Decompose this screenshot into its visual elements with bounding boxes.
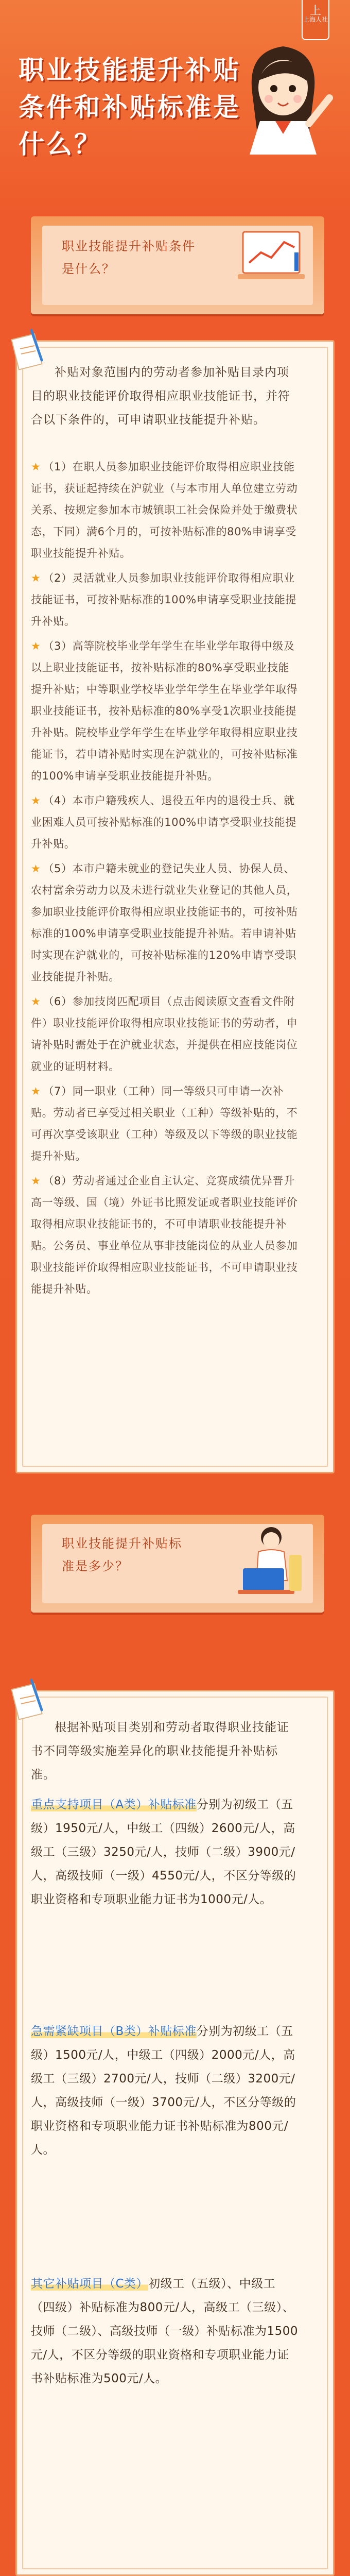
- standard-c-label: 其它补贴项目（C类）: [31, 2277, 149, 2291]
- star-icon: ★: [31, 461, 41, 473]
- standard-b: 急需紧缺项目（B类）补贴标准分别为初级工（五级）1500元/人，中级工（四级）2000元/人，高级工（三级）2700元/人，技师（二级）3200元/人，高级技师（一级）3700元/人，不区分等级的职业资格和专项职业能力证书补贴标准为800元/人。: [31, 2025, 296, 2157]
- header: [0, 0, 350, 319]
- question-panel-1: [31, 216, 324, 314]
- star-icon: ★: [31, 1085, 41, 1097]
- condition-item: ★ （8）劳动者通过企业自主认定、竞赛成绩优异晋升高一等级、国（境）外证书比照发证或者职业技能评价取得相应职业技能证书的，不可申请职业技能提升补贴。公务员、事业单位从事非技能岗位的从业人员参加职业技能评价取得相应职业技能证书，不可申请职业技能提升补贴。: [31, 1175, 298, 1295]
- condition-item: ★ （5）本市户籍未就业的登记失业人员、协保人员、农村富余劳动力以及未进行就业失业登记的其他人员，参加职业技能评价取得相应职业技能证书的，可按补贴标准的100%申请享受职业技能提升补贴。若申请补贴时实现在沪就业的，可按补贴标准的120%申请享受职业技能提升补贴。: [31, 862, 298, 983]
- condition-item: ★ （1）在职人员参加职业技能评价取得相应职业技能证书，获证起持续在沪就业（与本市用人单位建立劳动关系、按规定参加本市城镇职工社会保险并处于缴费状态，下同）满6个月的，可按补贴标准的80%申请享受职业技能提升补贴。: [31, 461, 298, 560]
- question-2-text: 职业技能提升补贴标准是多少？: [62, 1536, 182, 1573]
- standard-c: 其它补贴项目（C类）初级工（五级）、中级工（四级）补贴标准为800元/人，高级工（三级）、技师（二级）、高级技师（一级）补贴标准为1500元/人，不区分等级的职业资格和专项职业能力证书补贴标准为500元/人。: [31, 2277, 299, 2385]
- question-panel-2: [31, 1494, 324, 1628]
- standard-b-label: 急需紧缺项目（B类）补贴标准: [31, 2025, 197, 2038]
- standards-intro: 根据补贴项目类别和劳动者取得职业技能证书不同等级实施差异化的职业技能提升补贴标准。: [31, 1721, 289, 1782]
- page-title: 职业技能提升补贴条件和补贴标准是什么？: [19, 55, 241, 159]
- condition-item: ★ （7）同一职业（工种）同一等级只可申请一次补贴。劳动者已享受过相关职业（工种）等级补贴的，不可再次享受该职业（工种）等级及以下等级的职业技能提升补贴。: [31, 1085, 298, 1162]
- conditions-intro: 补贴对象范围内的劳动者参加补贴目录内项目的职业技能评价取得相应职业技能证书，并符合以下条件的，可申请职业技能提升补贴。: [31, 366, 290, 427]
- star-icon: ★: [31, 640, 41, 652]
- question-1-text: 职业技能提升补贴条件是什么？: [62, 239, 196, 276]
- standard-a-label: 重点支持项目（A类）补贴标准: [31, 1798, 197, 1811]
- condition-item: ★ （3）高等院校毕业学年学生在毕业学年取得中级及以上职业技能证书，按补贴标准的80%享受职业技能提升补贴；中等职业学校毕业学年学生在毕业学年取得职业技能证书，按补贴标准的80%享受1次职业技能提升补贴。院校毕业学年学生在毕业学年取得相应职业技能证书，若申请补贴时实现在沪就业的，可按补贴标准的100%申请享受职业技能提升补贴。: [31, 640, 298, 782]
- laptop-chart-icon: [233, 227, 310, 294]
- star-icon: ★: [31, 572, 41, 584]
- condition-item: ★ （6）参加技岗匹配项目（点击阅读原文查看文件附件）职业技能评价取得相应职业技能证书的劳动者，申请补贴时需处于在沪就业状态，并提供在相应技能岗位就业的证明材料。: [31, 995, 298, 1073]
- standard-a: 重点支持项目（A类）补贴标准分别为初级工（五级）1950元/人，中级工（四级）2600元/人，高级工（三级）3250元/人，技师（二级）3900元/人，高级技师（一级）4550元/人，不区分等级的职业资格和专项职业能力证书为1000元/人。: [31, 1798, 296, 1906]
- question-panel-bg: [31, 1515, 324, 1613]
- conditions-list: [31, 456, 299, 1303]
- cartoon-girl-icon: [232, 31, 335, 155]
- star-icon: ★: [31, 862, 41, 875]
- star-icon: ★: [31, 995, 41, 1008]
- brand-logo-icon: 上: [309, 5, 321, 18]
- condition-item: ★ （4）本市户籍残疾人、退役五年内的退役士兵、就业困难人员可按补贴标准的100%申请享受职业技能提升补贴。: [31, 794, 297, 850]
- person-laptop-icon: [222, 1519, 310, 1601]
- brand-name: 上海人社: [303, 16, 328, 23]
- star-icon: ★: [31, 794, 41, 807]
- condition-item: ★ （2）灵活就业人员参加职业技能评价取得相应职业技能证书，可按补贴标准的100%申请享受职业技能提升补贴。: [31, 572, 297, 628]
- star-icon: ★: [31, 1175, 41, 1187]
